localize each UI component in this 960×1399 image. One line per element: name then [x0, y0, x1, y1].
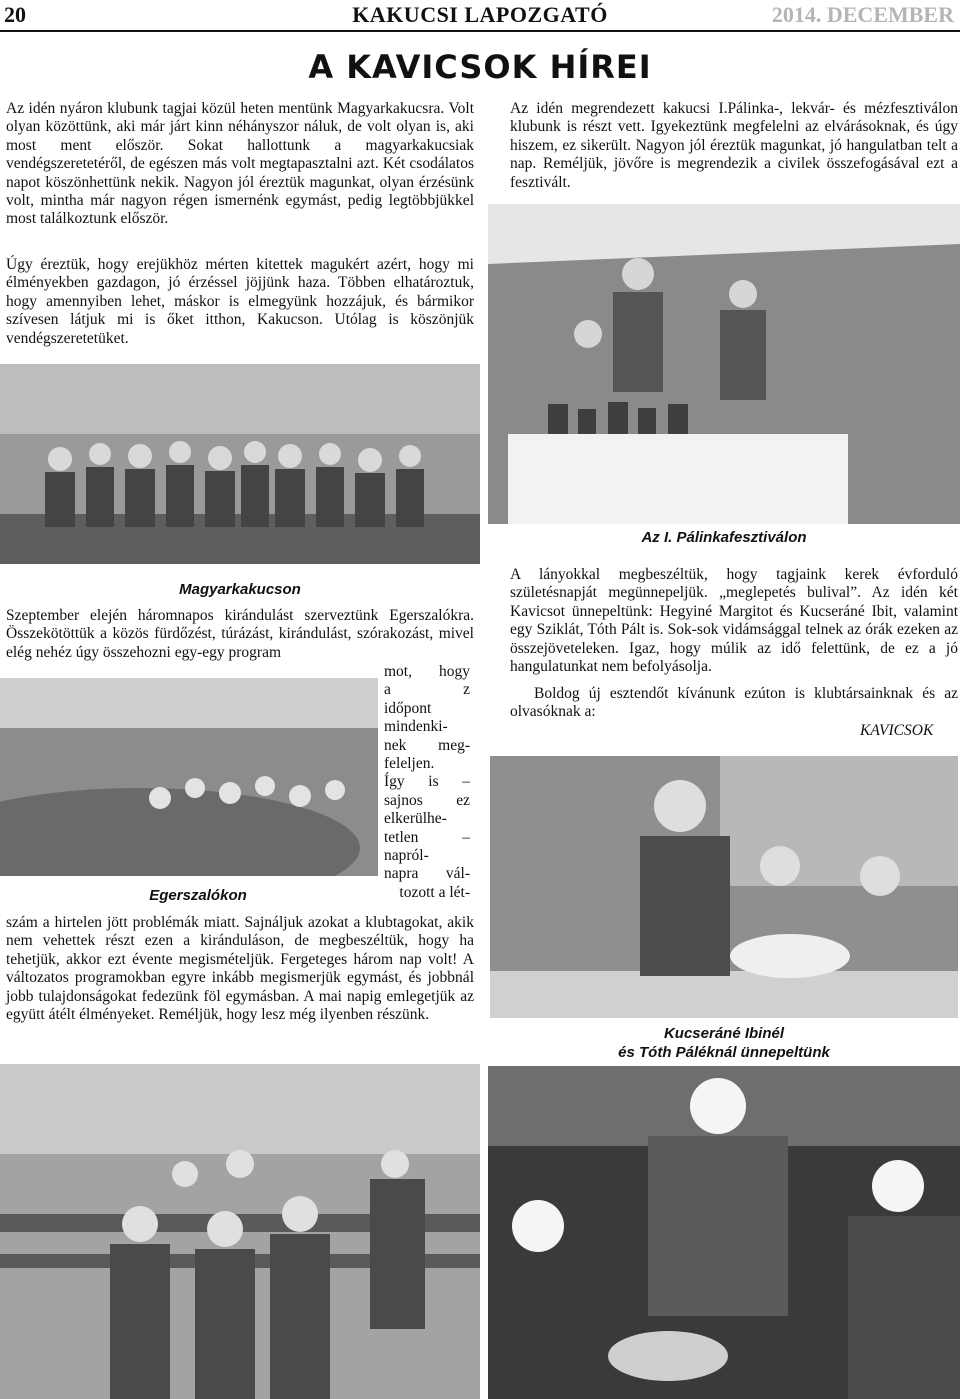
- wrap-line: elkerülhe-: [384, 810, 447, 828]
- egerszalok-end-paragraph: szám a hirtelen jött problémák miatt. Sajnáljuk azokat a klubtagokat, akik nem vehettek részt ezen a kiránduláson, de megbeszéltük, hogy ha tehetjük, akkor ezt évente megismételjük. Fergeteges három nap volt! A változatos programokban egyre inkább megismerjük egymást, és jobbnál jobb tulajdonságokat fedezünk föl egymásban. A mai napig emlegetjük az együtt átélt élményeket. Reméljük, hogy lesz még ilyenben részünk.: [6, 914, 474, 1024]
- wrap-line: tetlen –: [384, 828, 470, 846]
- birthday-paragraph: A lányokkal megbeszéltük, hogy tagjaink kerek évforduló születésnapját megünnepeljük. „meglepetés bulival”. Az idén két Kavicsot ünnepeltünk: Hegyiné Margitot és Kucseráné Ibit, valamint egy Sziklát, Tóth Pált is. Sok-sok vidámsággal telnek az órák ezeken az összejöveteleken. Igaz, hogy múlik az idő felettünk, de ez a jó hangulatunkat nem befolyásolja.: [510, 566, 958, 676]
- page-number: 20: [4, 2, 26, 27]
- wrap-line: tozott a lét-: [399, 883, 470, 901]
- photo-birthday-candles: [488, 1066, 960, 1399]
- wrap-line: sajnos ez: [384, 791, 470, 809]
- egerszalok-paragraph: Szeptember elején háromnapos kirándulást szerveztünk Egerszalókra. Összekötöttük a közös fürdőzést, túrázást, kirándulást, szórakozást, mivel elég nehéz úgy összehozni egy-egy program: [6, 607, 474, 661]
- photo-group-fence: [0, 1064, 480, 1399]
- caption-birthday: [488, 1024, 960, 1062]
- wrap-line: időpont: [384, 699, 432, 717]
- wrap-line: feleljen.: [384, 755, 435, 773]
- wrap-line: mot, hogy: [384, 663, 470, 680]
- caption-birthday-line1: Kucseráné Ibinél: [663, 1025, 785, 1042]
- intro-paragraph: Az idén nyáron klubunk tagjai közül heten mentünk Magyarkakucsra. Volt olyan közöttünk, aki már járt kinn néhányszor náluk, de volt olyan is, aki most ment először. Sokat hallottunk a magyarkakucsiak vendégszeretetéről, de egészen más volt megtapasztalni azt. Két csodálatos napot köszönhettünk nekik. Nagyon jól éreztük magunkat, olyan érzésünk volt, mintha már nagyon régen ismernénk egymást, pedig legtöbbjükkel most találkoztunk először.: [6, 100, 474, 228]
- thanks-paragraph: Úgy éreztük, hogy erejükhöz mérten kitettek magukért azért, hogy mi élményekben gazdagon, jó érzéssel jöjjünk haza. Többen elhatároztuk, hogy amennyiben lehet, máskor is elmegyünk hozzájuk, és bármikor szívesen látjuk mi is őket itthon, Kakucson. Utólag is köszönjük vendégszeretetüket.: [6, 256, 474, 347]
- magazine-title: KAKUCSI LAPOZGATÓ: [352, 2, 608, 27]
- issue-date: 2014. DECEMBER: [771, 2, 954, 27]
- wrap-line: Így is –: [384, 773, 470, 791]
- festival-paragraph: Az idén megrendezett kakucsi I.Pálinka-, lekvár- és mézfesztiválon klubunk is részt vett. Igyekeztünk megfelelni az elvárásoknak, és úgy hiszem, ez sikerült. Nagyon jól éreztük magunkat, jó hangulatban telt a nap. Reméljük, jövőre is megrendezik a civilek összefogásával ezt a fesztivált.: [510, 100, 958, 191]
- signature: KAVICSOK: [860, 722, 934, 739]
- header-rule: [0, 30, 960, 32]
- wrapped-text-column: [384, 663, 470, 902]
- wrap-line: a z: [384, 681, 470, 699]
- new-year-paragraph: Boldog új esztendőt kívánunk ezúton is klubtársainknak és az olvasóknak a:: [510, 685, 958, 721]
- article-title: A KAVICSOK HÍREI: [308, 48, 652, 86]
- photo-festival-stall: [488, 204, 960, 524]
- wrap-line: napra vál-: [384, 865, 470, 883]
- photo-group-bench: [0, 364, 480, 564]
- photo-thermal-bath: [0, 678, 378, 876]
- wrap-line: nek meg-: [384, 736, 470, 754]
- photo-cake-cutting: [490, 756, 958, 1018]
- caption-magyarkakucson: Magyarkakucson: [179, 581, 301, 598]
- page-header: [0, 0, 960, 34]
- wrap-line: napról-: [384, 847, 429, 865]
- caption-palinkafesztival: Az I. Pálinkafesztiválon: [641, 529, 807, 546]
- wrap-line: mindenki-: [384, 718, 448, 736]
- caption-birthday-line2: és Tóth Páléknál ünnepeltünk: [618, 1044, 830, 1061]
- caption-egerszalokon: Egerszalókon: [149, 887, 247, 904]
